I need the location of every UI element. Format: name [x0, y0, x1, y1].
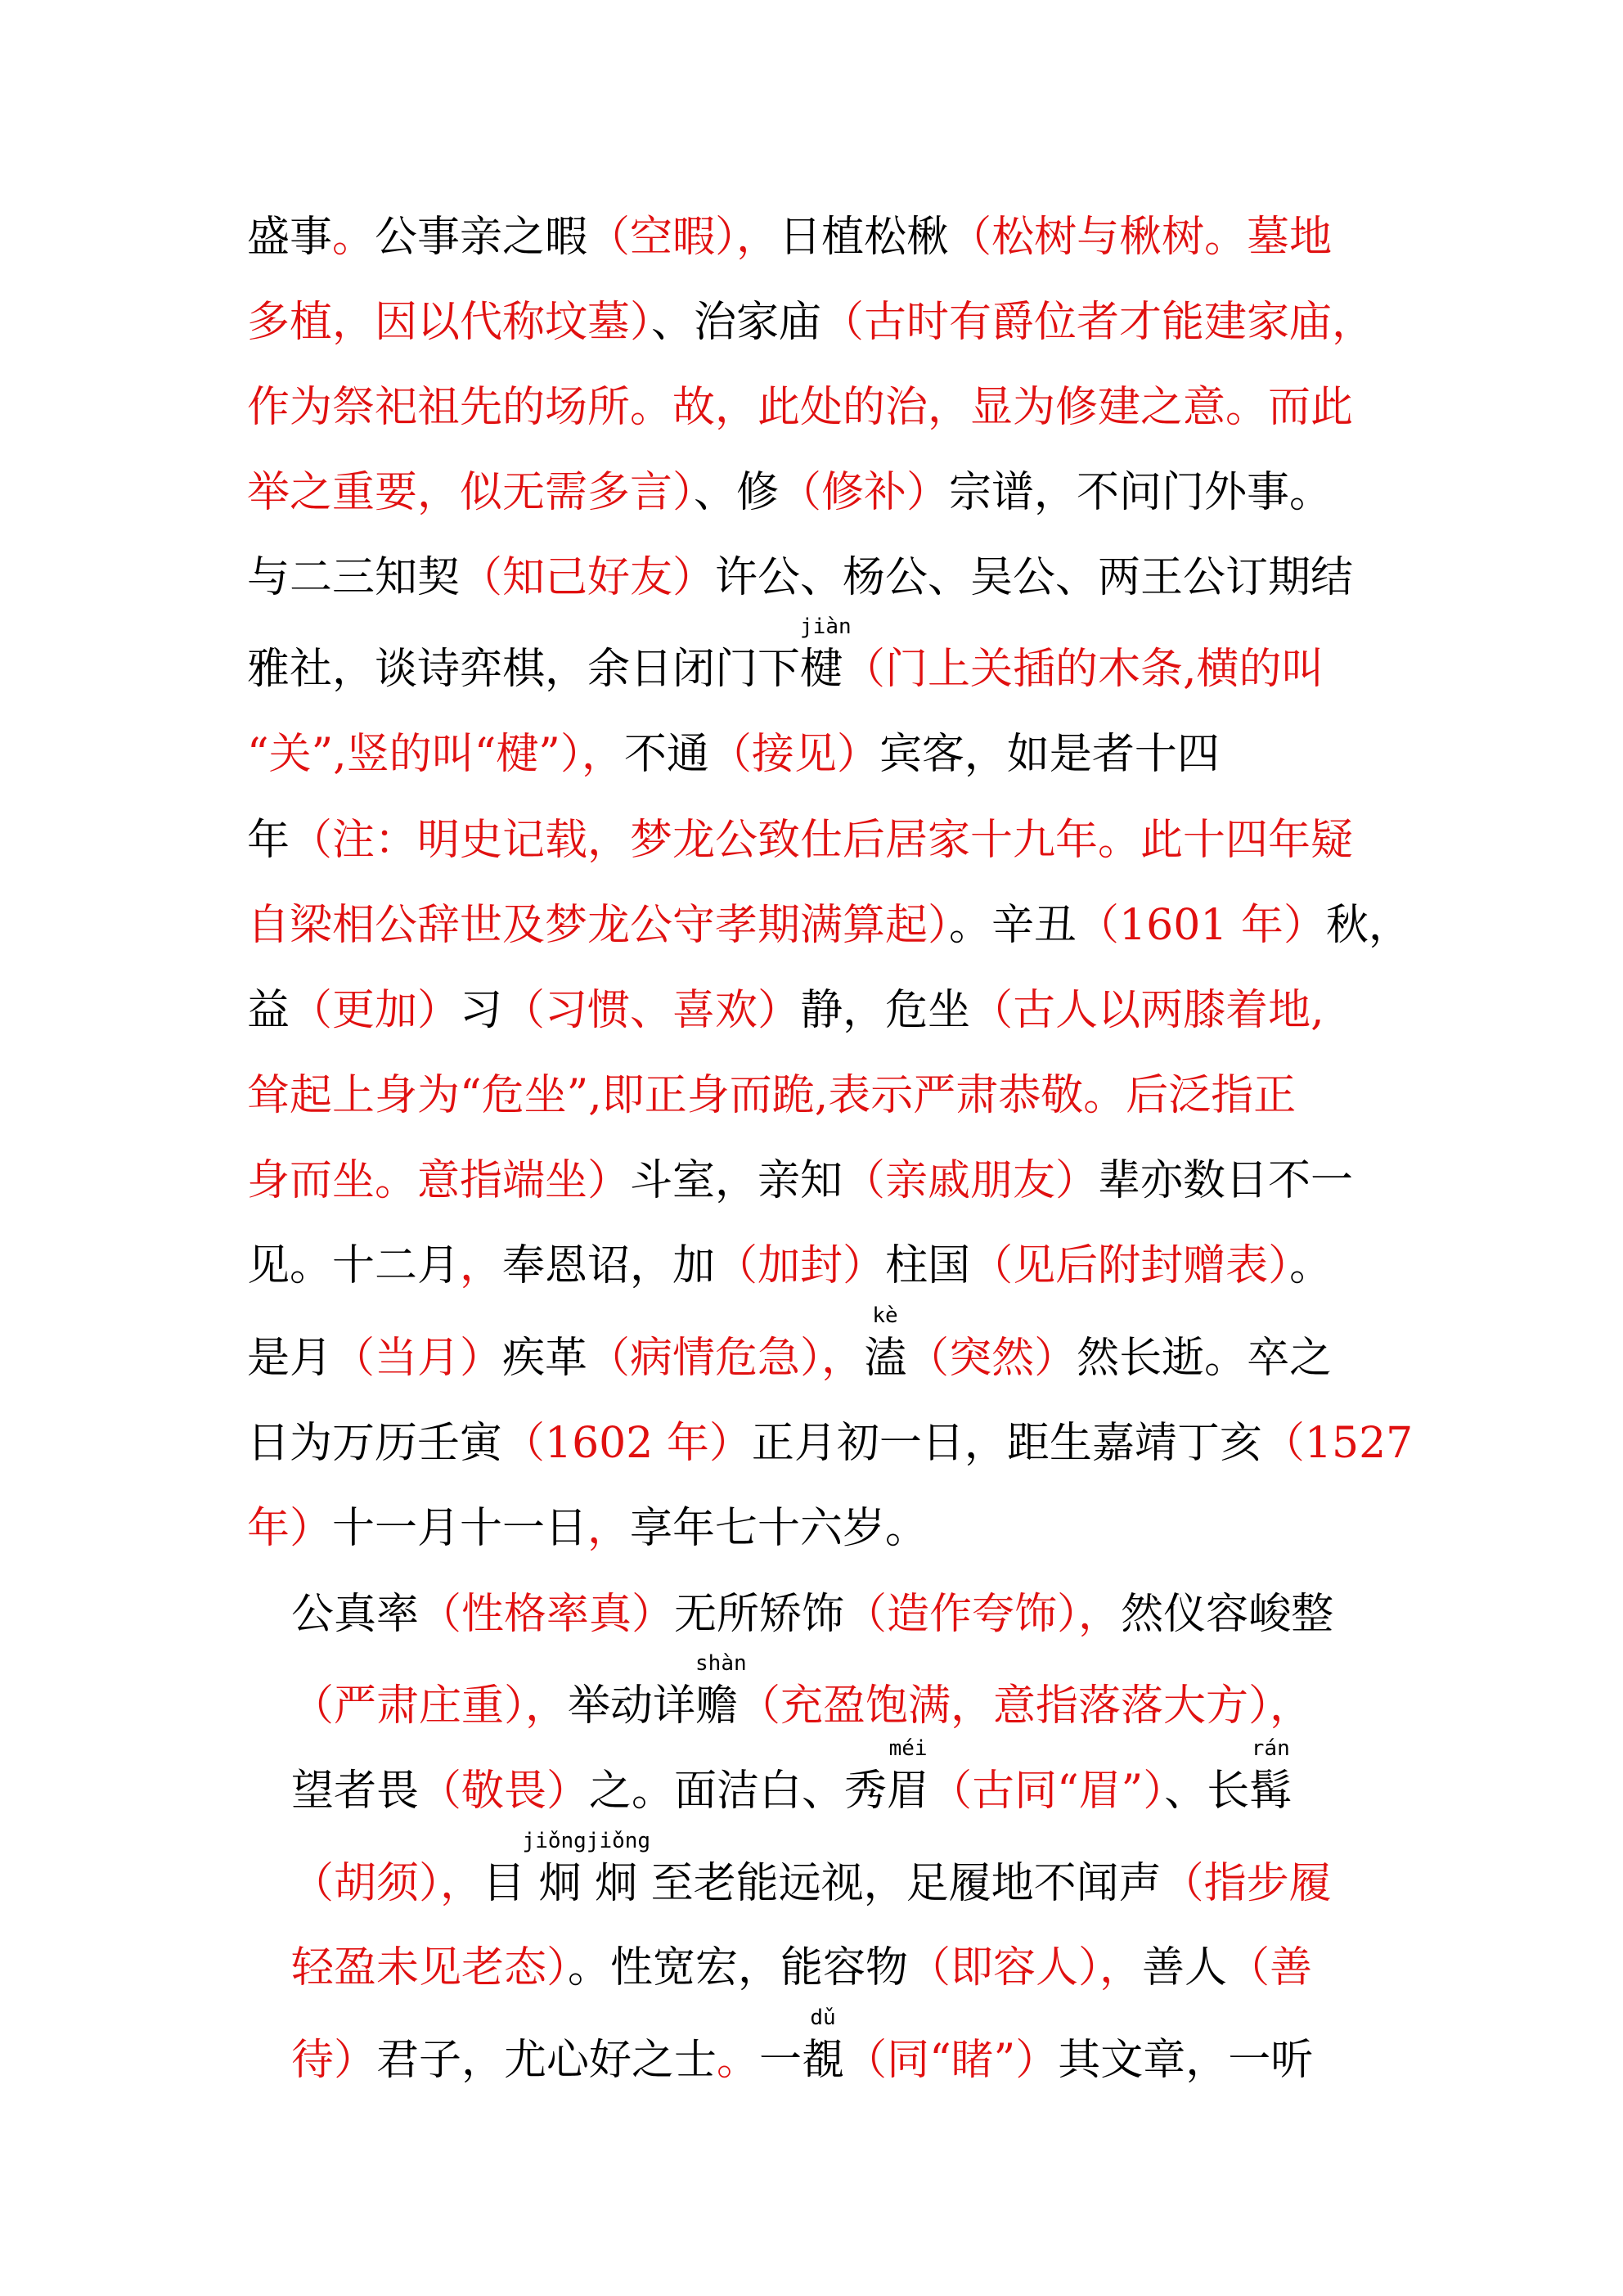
text-segment: 善人: [1142, 1943, 1228, 1992]
text-segment: 一: [759, 2036, 803, 2085]
text-segment: 益: [247, 986, 290, 1035]
pinyin-annotation: shàn: [695, 1651, 747, 1676]
annotation-segment: 多植，因以代称坟墓）: [247, 298, 652, 347]
text-line: [247, 1303, 1333, 1384]
annotation-segment: ，: [460, 1241, 503, 1290]
text-segment: 柱国: [885, 1241, 971, 1290]
text-segment: 无所矫饰: [674, 1590, 845, 1639]
ruby-annotated-char: [800, 615, 852, 696]
pinyin-annotation: jiǒngjiǒng: [522, 1829, 651, 1853]
annotation-segment: 自梁相公辞世及梦龙公守孝期满算起）: [247, 901, 950, 950]
text-segment: 疾革: [502, 1334, 588, 1383]
text-segment: 眉: [887, 1767, 930, 1816]
annotation-segment: ，: [587, 1504, 631, 1553]
text-segment: 覩: [802, 2036, 845, 2085]
text-segment: 许公、杨公、吴公、两王公订期结: [715, 553, 1354, 602]
annotation-segment: （加封）: [715, 1241, 886, 1290]
text-segment: 公真率: [291, 1590, 420, 1639]
annotation-segment: （习惯、喜欢）: [502, 986, 801, 1035]
text-segment: 。性宽宏，能容物: [568, 1943, 909, 1992]
text-segment: 其文章，一听: [1058, 2036, 1314, 2085]
text-segment: 奉恩诏，加: [502, 1241, 716, 1290]
annotation-segment: 作为祭祀祖先的场所。故，此处的治，显为修建之意。而此: [247, 383, 1354, 432]
ruby-annotated-char: [887, 1736, 930, 1817]
annotation-segment: （突然）: [906, 1334, 1077, 1383]
text-line: [291, 2006, 1314, 2087]
text-segment: 溘: [864, 1334, 907, 1383]
text-segment: 、治家庙: [651, 298, 822, 347]
text-segment: 静，危坐: [800, 986, 971, 1035]
annotation-segment: 身而坐。意指端坐）: [247, 1156, 631, 1205]
text-segment: 辈亦数日不一: [1098, 1156, 1354, 1205]
text-segment: 之。面洁白、秀: [589, 1767, 888, 1816]
text-segment: 不通: [623, 730, 709, 779]
text-line: [247, 296, 1374, 349]
text-segment: 君子，尤心好之士: [376, 2036, 717, 2085]
text-segment: 。辛丑: [949, 901, 1077, 950]
pinyin-annotation: rán: [1251, 1736, 1290, 1761]
annotation-segment: （同“睹”）: [844, 2036, 1059, 2085]
annotation-segment: 。: [332, 213, 375, 262]
text-segment: 见。十二月: [247, 1241, 461, 1290]
pinyin-annotation: jiàn: [800, 615, 852, 639]
annotation-segment: （古人以两膝着地,: [970, 986, 1324, 1035]
text-line: [247, 899, 1411, 952]
annotation-segment: （1602 年）: [502, 1419, 752, 1468]
text-segment: 髯: [1249, 1767, 1293, 1816]
annotation-segment: 举之重要，似无需多言）: [247, 468, 695, 517]
text-line: [247, 1240, 1332, 1292]
text-segment: 宗谱，不问门外事。: [949, 468, 1333, 517]
annotation-segment: （即容人），: [908, 1943, 1143, 1992]
text-line: [247, 1417, 1413, 1470]
text-segment: 秋，: [1325, 901, 1411, 950]
text-segment: 享年七十六岁。: [630, 1504, 928, 1553]
text-segment: 至老能远视，足履地不闻声: [637, 1859, 1162, 1908]
text-line: [247, 551, 1353, 604]
annotation-segment: （松树与楸树。墓地: [949, 213, 1333, 262]
text-segment: 、修: [694, 468, 780, 517]
text-segment: 日为万历壬寅: [247, 1419, 503, 1468]
text-line: [291, 1588, 1333, 1641]
annotation-segment: （当月）: [332, 1334, 503, 1383]
text-segment: 望者畏: [291, 1767, 420, 1816]
text-segment: 、长: [1164, 1767, 1250, 1816]
text-segment: 是月: [247, 1334, 333, 1383]
ruby-annotated-char: [802, 2006, 845, 2087]
annotation-segment: （空暇），: [587, 213, 780, 262]
annotation-segment: （更加）: [290, 986, 461, 1035]
text-segment: 楗: [800, 645, 843, 694]
text-segment: 赡: [695, 1681, 739, 1731]
annotation-segment: （指步履: [1161, 1859, 1332, 1908]
pinyin-annotation: dǔ: [810, 2006, 836, 2030]
text-line: [291, 1736, 1293, 1817]
text-segment: 炯 炯: [538, 1859, 638, 1908]
annotation-segment: “关”,竖的叫“楗”），: [247, 730, 624, 779]
annotation-segment: （见后附封赠表）: [970, 1241, 1290, 1290]
annotation-segment: 耸起上身为“危坐”,即正身而跪,表示严肃恭敬。后泛指正: [247, 1071, 1297, 1120]
text-segment: 习: [460, 986, 503, 1035]
text-segment: 公事亲之暇: [375, 213, 588, 262]
annotation-segment: （性格率真）: [419, 1590, 675, 1639]
text-segment: 日植松楸: [779, 213, 950, 262]
annotation-segment: （古时有爵位者才能建家庙，: [821, 298, 1375, 347]
text-segment: 十一月十一日: [332, 1504, 588, 1553]
annotation-segment: （敬畏）: [419, 1767, 590, 1816]
annotation-segment: （病情危急），: [587, 1334, 865, 1383]
annotation-segment: （严肃庄重），: [291, 1681, 569, 1731]
text-segment: 正月初一日，距生嘉靖丁亥: [751, 1419, 1262, 1468]
text-segment: 年: [247, 816, 290, 865]
text-segment: 。: [1289, 1241, 1333, 1290]
annotation-segment: （亲戚朋友）: [843, 1156, 1099, 1205]
annotation-segment: （胡须），: [291, 1859, 483, 1908]
annotation-segment: （充盈饱满，意指落落大方），: [738, 1681, 1313, 1731]
text-segment: 然长逝。卒之: [1077, 1334, 1333, 1383]
text-line: [247, 211, 1332, 263]
text-line: [247, 615, 1324, 696]
annotation-segment: （造作夸饰），: [844, 1590, 1122, 1639]
annotation-segment: 轻盈未见老态）: [291, 1943, 569, 1992]
text-line: [291, 1942, 1312, 1994]
text-line: [247, 381, 1353, 434]
annotation-segment: 年）: [247, 1504, 333, 1553]
text-line: [247, 1155, 1353, 1207]
text-line: [247, 984, 1324, 1037]
text-line: [247, 1502, 928, 1555]
text-line: [247, 1069, 1296, 1122]
annotation-segment: （注：明史记载，梦龙公致仕后居家十九年。此十四年疑: [290, 816, 1354, 865]
annotation-segment: （善: [1227, 1943, 1313, 1992]
text-segment: 宾客，如是者十四: [879, 730, 1220, 779]
annotation-segment: （1601 年）: [1077, 901, 1326, 950]
annotation-segment: （门上关插的木条,横的叫: [843, 645, 1324, 694]
text-segment: 举动详: [568, 1681, 696, 1731]
pinyin-annotation: méi: [888, 1736, 928, 1761]
text-line: [247, 728, 1220, 781]
annotation-segment: 。: [717, 2036, 760, 2085]
text-segment: 斗室，亲知: [630, 1156, 843, 1205]
annotation-segment: （1527: [1261, 1419, 1414, 1468]
text-segment: 盛事: [247, 213, 333, 262]
ruby-annotated-char: [695, 1651, 747, 1732]
text-line: [247, 814, 1353, 867]
annotation-segment: （修补）: [779, 468, 950, 517]
annotation-segment: （古同“眉”）: [929, 1767, 1165, 1816]
ruby-annotated-char: [864, 1303, 907, 1384]
annotation-segment: 待）: [291, 2036, 377, 2085]
text-line: [247, 466, 1332, 519]
text-segment: 目: [483, 1859, 539, 1908]
text-line: [291, 1829, 1332, 1910]
text-segment: 雅社，谈诗弈棋，余日闭门下: [247, 645, 801, 694]
text-line: [291, 1651, 1313, 1732]
text-segment: 然仪容峻整: [1121, 1590, 1334, 1639]
pinyin-annotation: kè: [872, 1303, 898, 1328]
ruby-annotated-char: [522, 1829, 651, 1910]
annotation-segment: （知己好友）: [460, 553, 716, 602]
annotation-segment: （接见）: [708, 730, 879, 779]
ruby-annotated-char: [1249, 1736, 1293, 1817]
text-segment: 与二三知契: [247, 553, 461, 602]
